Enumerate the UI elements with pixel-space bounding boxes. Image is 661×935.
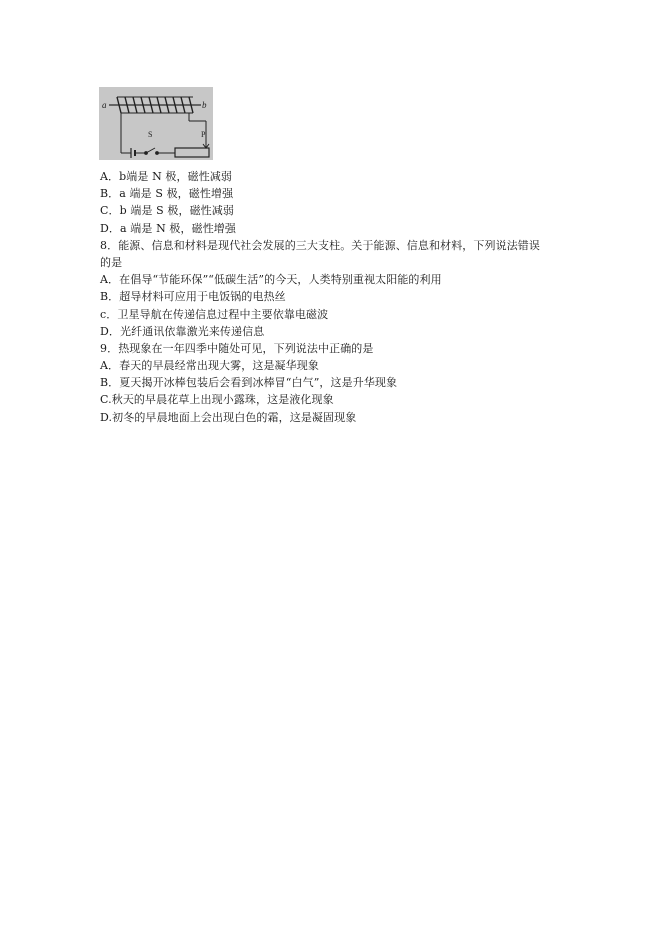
option-7a: A．b端是 N 极，磁性减弱: [100, 170, 233, 183]
question-8-stem-cont: 的是: [100, 255, 123, 269]
option-7c: C．b 端是 S 极，磁性减弱: [100, 204, 234, 218]
option-8d: D．光纤通讯依靠激光来传递信息: [100, 324, 265, 338]
circuit-diagram: [99, 87, 213, 160]
label-a: a: [102, 100, 107, 110]
option-9b: B．夏天揭开冰棒包装后会看到冰棒冒“白气”，这是升华现象: [100, 376, 398, 390]
option-7d: D．a 端是 N 极，磁性增强: [100, 221, 236, 235]
option-9c: C.秋天的早晨花草上出现小露珠，这是液化现象: [100, 393, 334, 407]
label-p: P: [201, 130, 206, 139]
option-9d: D.初冬的早晨地面上会出现白色的霜，这是凝固现象: [100, 410, 357, 424]
label-s: S: [148, 130, 153, 139]
electromagnet-circuit-figure: [99, 87, 213, 160]
option-8a: A．在倡导“节能环保”“低碳生活”的今天，人类特别重视太阳能的利用: [100, 273, 442, 287]
label-b: b: [202, 100, 207, 110]
question-9-stem: 9．热现象在一年四季中随处可见，下列说法中正确的是: [100, 341, 374, 355]
question-8-stem: 8．能源、信息和材料是现代社会发展的三大支柱。关于能源、信息和材料，下列说法错误: [100, 238, 540, 252]
option-7b: B．a 端是 S 极，磁性增强: [100, 187, 234, 201]
question-text: [100, 168, 580, 426]
option-8b: B．超导材料可应用于电饭锅的电热丝: [100, 290, 286, 304]
option-9a: A．春天的早晨经常出现大雾，这是凝华现象: [100, 359, 319, 373]
option-8c: c．卫星导航在传递信息过程中主要依靠电磁波: [100, 307, 329, 321]
